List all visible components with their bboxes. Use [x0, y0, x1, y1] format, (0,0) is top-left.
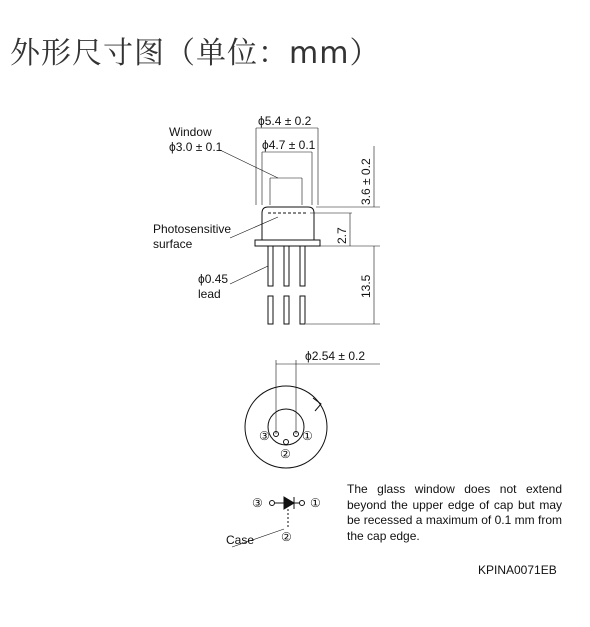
lead-3-upper	[300, 246, 305, 286]
lead-1-upper	[268, 246, 273, 286]
dim-height: 3.6 ± 0.2	[359, 158, 373, 205]
pin-2-label: ②	[280, 447, 291, 461]
cap-outline	[262, 207, 314, 240]
cap-flange	[255, 240, 320, 246]
dim-cap-diameter: ϕ5.4 ± 0.2	[258, 114, 312, 128]
pin-1-label: ①	[302, 429, 313, 443]
case-label: Case	[226, 533, 255, 547]
lead-3-lower	[300, 296, 305, 324]
diode-symbol	[284, 497, 294, 509]
pin-2-dot	[284, 440, 289, 445]
lead-diameter: ϕ0.45	[198, 272, 229, 286]
surface-label: surface	[153, 237, 193, 251]
page-title: 外形尺寸图（单位：mm）	[10, 36, 381, 71]
lead-2-upper	[284, 246, 289, 286]
lead-label: lead	[198, 287, 221, 301]
window-diameter: ϕ3.0 ± 0.1	[169, 140, 223, 154]
schematic-pin-3: ③	[252, 496, 263, 510]
pin-3-label: ③	[259, 429, 270, 443]
schematic-pin-1: ①	[310, 496, 321, 510]
window-label: Window	[169, 125, 212, 139]
dim-surface-height: 2.7	[335, 227, 349, 244]
window-note: The glass window does not extend beyond the upper edge of cap but may be recessed a maximum of 0.1 mm from the cap edge.	[347, 482, 562, 543]
lead-2-lower	[284, 296, 289, 324]
drawing-code: KPINA0071EB	[478, 563, 557, 577]
dim-lead-length: 13.5	[359, 274, 373, 298]
schematic-pin-2: ②	[281, 530, 292, 544]
dim-pin-pitch: ϕ2.54 ± 0.2	[305, 349, 366, 363]
dim-window-inner: ϕ4.7 ± 0.1	[262, 138, 316, 152]
photosensitive-label: Photosensitive	[153, 222, 232, 236]
lead-1-lower	[268, 296, 273, 324]
